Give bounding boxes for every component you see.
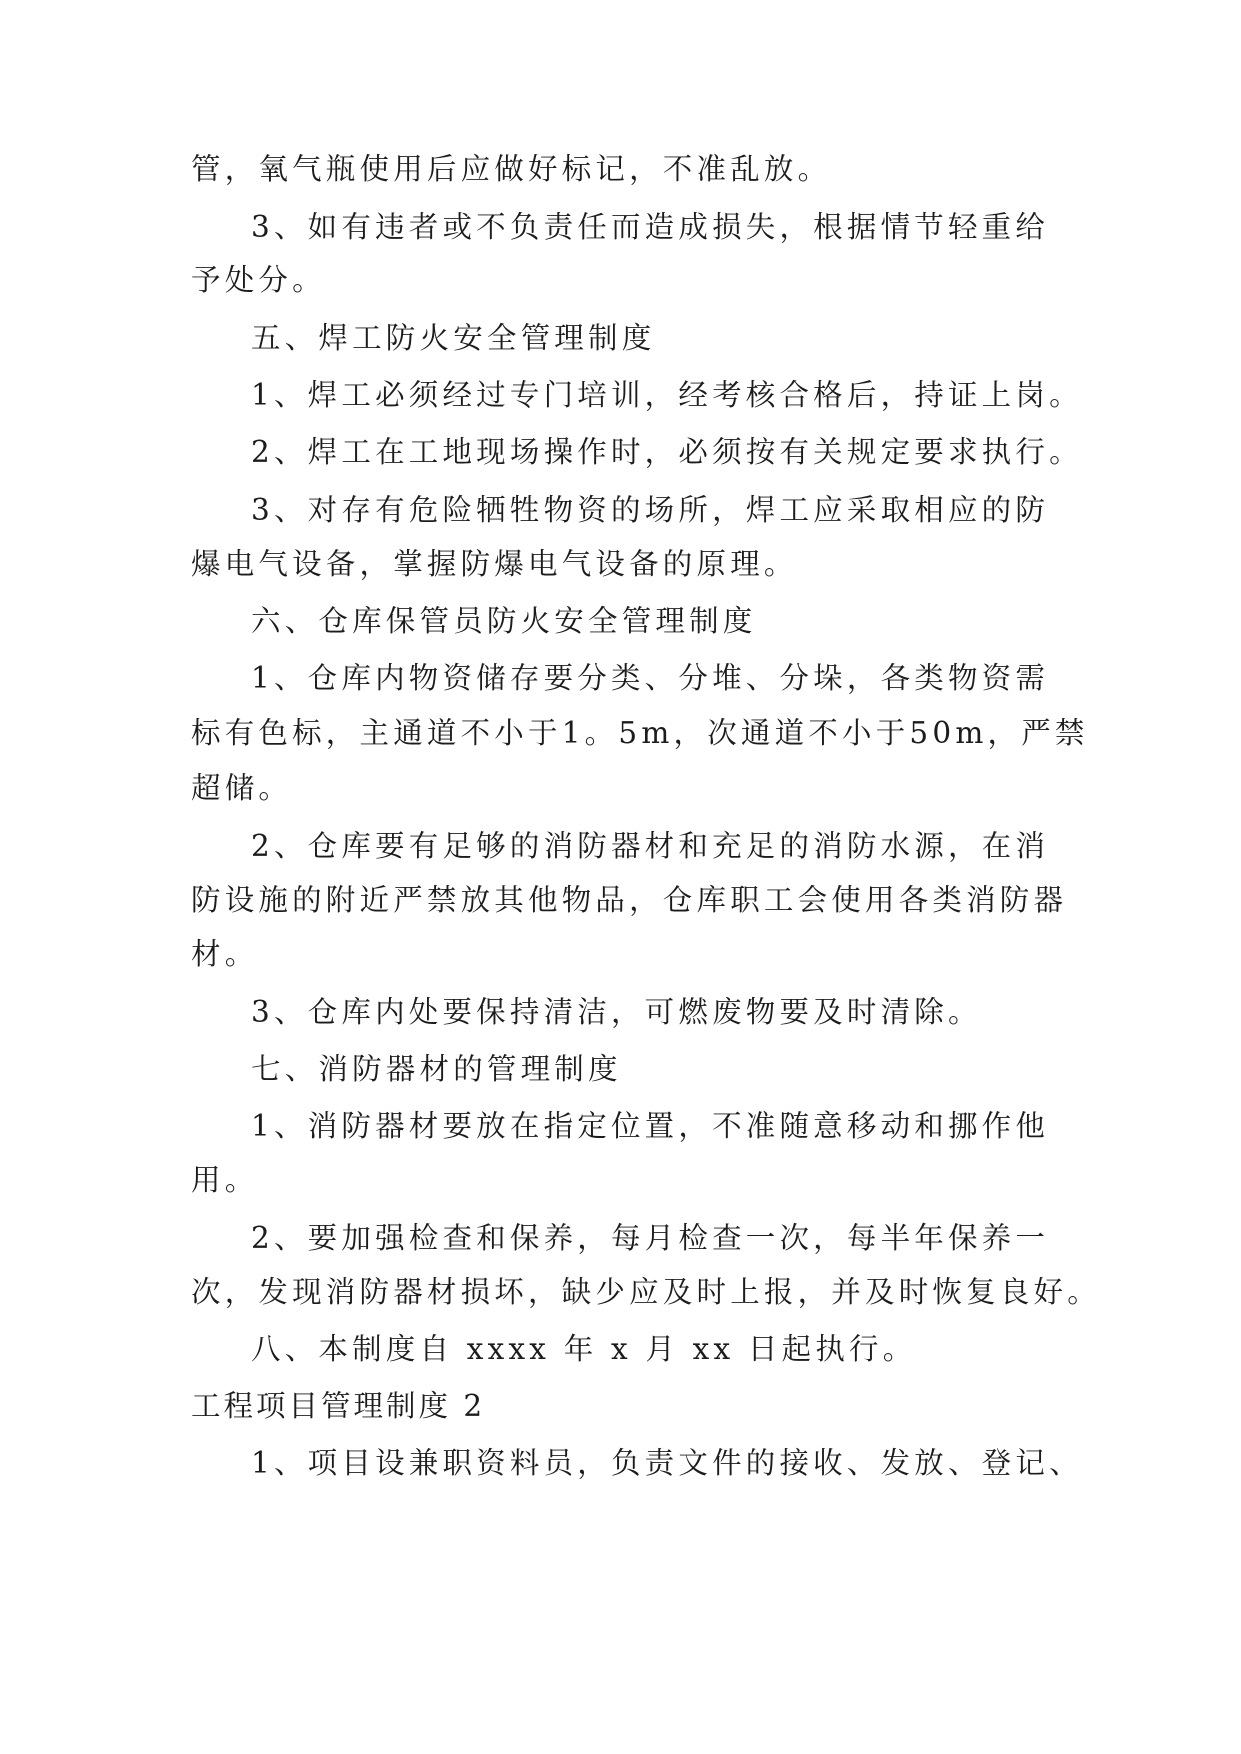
text-line: 1、仓库内物资储存要分类、分堆、分垛，各类物资需 (251, 661, 1050, 695)
text-line: 3、如有违者或不负责任而造成损失，根据情节轻重给 (251, 210, 1050, 244)
text-line: 1、项目设兼职资料员，负责文件的接收、发放、登记、 (251, 1446, 1083, 1480)
text-line: 2、焊工在工地现场操作时，必须按有关规定要求执行。 (251, 435, 1083, 469)
text-line: 八、本制度自 xxxx 年 x 月 xx 日起执行。 (251, 1332, 917, 1366)
text-line: 用。 (191, 1163, 259, 1197)
text-line: 标有色标，主通道不小于1。5m，次通道不小于50m，严禁 (191, 716, 1089, 750)
text-line: 管，氧气瓶使用后应做好标记，不准乱放。 (191, 152, 832, 186)
section-heading: 六、仓库保管员防火安全管理制度 (251, 604, 757, 638)
section-heading: 七、消防器材的管理制度 (251, 1052, 622, 1086)
text-line: 防设施的附近严禁放其他物品，仓库职工会使用各类消防器 (191, 883, 1068, 917)
text-line: 予处分。 (191, 263, 326, 297)
text-line: 3、仓库内处要保持清洁，可燃废物要及时清除。 (251, 995, 982, 1029)
text-line: 3、对存有危险牺牲物资的场所，焊工应采取相应的防 (251, 493, 1050, 527)
text-line: 2、仓库要有足够的消防器材和充足的消防水源，在消 (251, 829, 1050, 863)
text-line: 次，发现消防器材损坏，缺少应及时上报，并及时恢复良好。 (191, 1275, 1101, 1309)
section-heading: 五、焊工防火安全管理制度 (251, 321, 656, 355)
text-line: 1、焊工必须经过专门培训，经考核合格后，持证上岗。 (251, 378, 1083, 412)
text-line: 1、消防器材要放在指定位置，不准随意移动和挪作他 (251, 1109, 1050, 1143)
text-line: 材。 (191, 937, 259, 971)
text-line: 2、要加强检查和保养，每月检查一次，每半年保养一 (251, 1221, 1050, 1255)
document-title: 工程项目管理制度 2 (191, 1389, 486, 1423)
text-line: 爆电气设备，掌握防爆电气设备的原理。 (191, 547, 798, 581)
text-line: 超储。 (191, 771, 293, 805)
